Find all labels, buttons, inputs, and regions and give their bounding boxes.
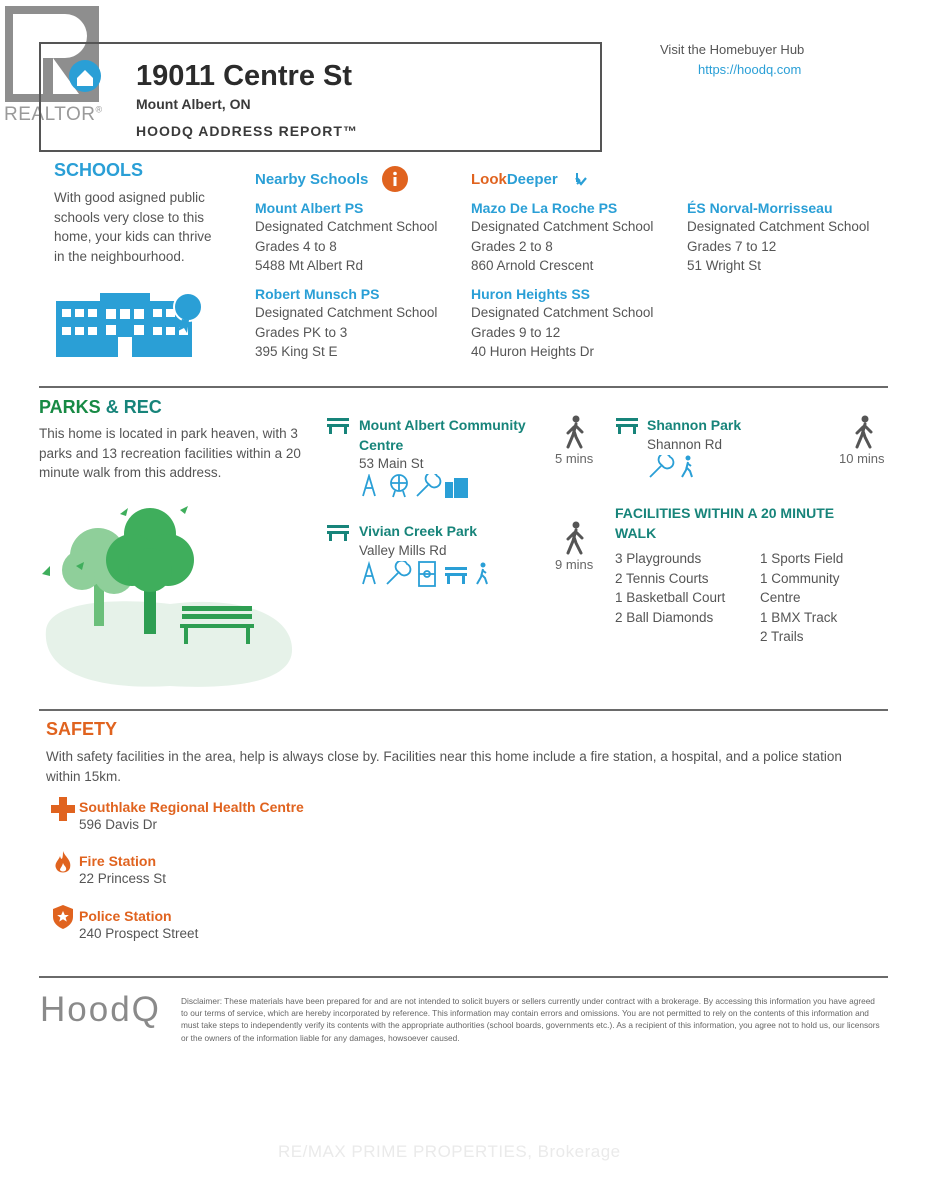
park-card: Vivian Creek Park Valley Mills Rd: [359, 523, 478, 558]
school-name[interactable]: ÉS Norval-Morrisseau: [687, 200, 833, 216]
walk-time: 9 mins: [555, 557, 594, 572]
park-facility-icons: [648, 455, 698, 479]
facility-item: 1 BMX Track: [760, 609, 838, 625]
parks-title: PARKS & REC: [39, 397, 162, 417]
schools-description: With good asigned public schools very close to this home, your kids can thrive in the neighbourhood.: [54, 190, 212, 264]
brokerage-watermark: RE/MAX PRIME PROPERTIES, Brokerage: [278, 1142, 621, 1161]
safety-item: Southlake Regional Health Centre 596 Davis Dr: [79, 799, 304, 832]
safety-item-name[interactable]: Southlake Regional Health Centre: [79, 799, 304, 815]
homebuyer-hub-label: Visit the Homebuyer Hub: [660, 42, 805, 57]
park-facility-icons: [359, 561, 491, 587]
walk-time: 10 mins: [839, 451, 885, 466]
playground-icon: [363, 564, 375, 584]
tennis-icon: [417, 474, 440, 496]
police-shield-icon: [53, 905, 73, 929]
walking-person-icon: [853, 415, 875, 451]
walking-person-icon: [564, 521, 586, 557]
facility-item: 1 Basketball Court: [615, 590, 726, 605]
facilities-list-left: [615, 549, 725, 627]
trail-runner-icon: [477, 563, 487, 585]
community-centre-icon: [445, 478, 468, 498]
facility-item: 3 Playgrounds: [615, 551, 702, 566]
facility-item: 2 Ball Diamonds: [615, 609, 714, 625]
report-title: HOODQ ADDRESS REPORT™: [136, 123, 358, 139]
section-divider: [39, 976, 888, 978]
park-bench-icon: [327, 525, 349, 541]
arrow-down-icon[interactable]: [574, 172, 588, 188]
school-building-icon: [56, 287, 206, 359]
park-name-line2[interactable]: Centre: [359, 436, 404, 453]
walking-person-icon: [564, 415, 586, 451]
playground-icon: [363, 476, 375, 496]
school-name[interactable]: Robert Munsch PS: [255, 286, 380, 302]
park-bench-icon: [327, 418, 349, 434]
facility-item: 1 Sports Field: [760, 551, 844, 566]
school-name[interactable]: Mazo De La Roche PS: [471, 200, 618, 216]
park-name[interactable]: Mount Albert Community: [359, 417, 526, 433]
look-deeper-heading: LookDeeper: [471, 171, 558, 188]
section-divider: [39, 709, 888, 711]
walk-time: 5 mins: [555, 451, 594, 466]
trail-runner-icon: [682, 456, 692, 478]
park-bench-icon: [616, 418, 638, 434]
hoodq-logo: HoodQ: [40, 990, 161, 1029]
safety-item-name[interactable]: Police Station: [79, 908, 172, 924]
school-card: Mount Albert PS Designated Catchment School Grades 4 to 8 5488 Mt Albert Rd: [255, 200, 438, 273]
bench-icon: [445, 567, 467, 584]
address-city: Mount Albert, ON: [136, 96, 251, 112]
safety-description: With safety facilities in the area, help is always close by. Facilities near this home include a fire station, a hospital, and a police station within 15km.: [46, 749, 842, 784]
school-name[interactable]: Mount Albert PS: [255, 200, 364, 216]
school-name[interactable]: Huron Heights SS: [471, 286, 591, 302]
school-card: Robert Munsch PS Designated Catchment School Grades PK to 3 395 King St E: [255, 286, 438, 359]
section-divider: [39, 386, 888, 388]
homebuyer-hub-link[interactable]: https://hoodq.com: [698, 62, 802, 77]
parks-description: This home is located in park heaven, with 3 parks and 13 recreation facilities within a 20 minute walk from this address.: [39, 426, 301, 480]
school-card: Mazo De La Roche PS Designated Catchment School Grades 2 to 8 860 Arnold Crescent: [471, 200, 654, 273]
school-card: ÉS Norval-Morrisseau Designated Catchment School Grades 7 to 12 51 Wright St: [687, 200, 870, 273]
info-icon[interactable]: [381, 165, 409, 193]
facility-item: 2 Trails: [760, 629, 804, 644]
park-card: Shannon Park Shannon Rd: [647, 417, 742, 452]
park-name[interactable]: Shannon Park: [647, 417, 742, 433]
hospital-cross-icon: [51, 797, 75, 821]
park-card: Mount Albert Community Centre 53 Main St: [359, 417, 526, 471]
safety-item-name[interactable]: Fire Station: [79, 853, 157, 869]
facilities-list-right: [760, 549, 843, 647]
schools-title: SCHOOLS: [54, 160, 144, 180]
park-facility-icons: [359, 474, 471, 498]
facility-item: 1 Community: [760, 570, 840, 586]
park-name[interactable]: Vivian Creek Park: [359, 523, 478, 539]
tennis-icon: [650, 455, 673, 477]
facility-item: Centre: [760, 590, 801, 605]
school-card: Huron Heights SS Designated Catchment School Grades 9 to 12 40 Huron Heights Dr: [471, 286, 654, 359]
safety-item: Police Station 240 Prospect Street: [79, 908, 199, 941]
realtor-wordmark: REALTOR®: [4, 104, 103, 125]
safety-item: Fire Station 22 Princess St: [79, 853, 167, 886]
fire-icon: [54, 851, 72, 875]
address-street: 19011 Centre St: [136, 60, 353, 92]
facility-item: 2 Tennis Courts: [615, 570, 709, 586]
disclaimer-text: Disclaimer: These materials have been prepared for and are not intended to solicit buyers or sellers currently under contract with a brokerage. By accessing this information you have agreed to our terms of service, which are hereby incorporated by reference. This information may contain errors and omissions. You are not permitted to rely on the contents of this information and must take steps to independently verify its contents with the appropriate authorities (school boards, governments etc.). As a recipient of this information, you agree not to hold us, our licensors or the owners of the information liable for any damages, howsoever caused.: [181, 996, 880, 1043]
facilities-title: FACILITIES WITHIN A 20 MINUTE WALK: [615, 505, 835, 541]
nearby-schools-heading: Nearby Schools: [255, 171, 369, 188]
park-illustration: [40, 500, 300, 690]
safety-title: SAFETY: [46, 719, 118, 739]
ball-diamond-icon: [387, 561, 410, 584]
